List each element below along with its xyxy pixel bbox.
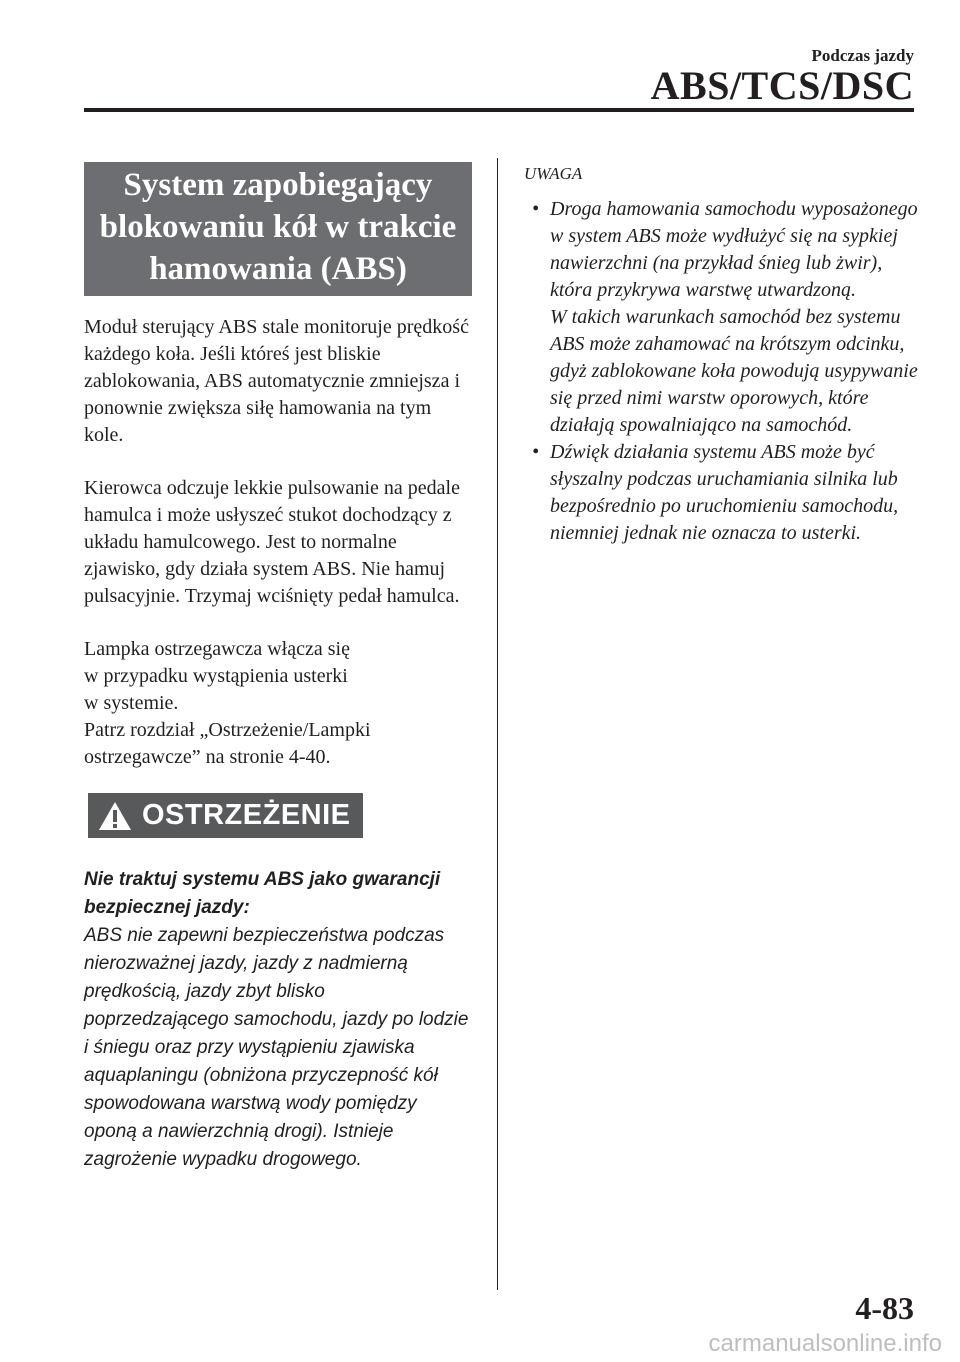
- header-rule: [84, 108, 914, 112]
- header-section-label: Podczas jazdy: [811, 46, 914, 65]
- note-item: [524, 439, 918, 547]
- warning-lamp-line-2: w przypadku wystąpienia usterki: [84, 665, 348, 687]
- note-text: Dźwięk działania systemu ABS może być słyszalny podczas uruchamiania silnika lub bezpośrednio po uruchomieniu samochodu, niemniej jednak nie oznacza to usterki.: [550, 441, 899, 544]
- note-label: UWAGA: [524, 164, 583, 183]
- section-title: System zapobiegający blokowaniu kół w trakcie hamowania (ABS): [84, 162, 472, 296]
- left-column: [84, 162, 472, 1174]
- warning-heading: Nie traktuj systemu ABS jako gwarancji bezpiecznej jazdy:: [84, 869, 441, 918]
- bullet-icon: •: [532, 441, 540, 463]
- note-item: [524, 196, 918, 439]
- warning-lamp-line-3: w systemie.: [84, 692, 179, 714]
- paragraph-pulsation: Kierowca odczuje lekkie pulsowanie na pedale hamulca i może usłyszeć stukot dochodzący z układu hamulcowego. Jest to normalne zjawisko, gdy działa system ABS. Nie hamuj pulsacyjnie. Trzymaj wciśnięty pedał hamulca.: [84, 477, 460, 607]
- paragraph-abs-monitoring: Moduł sterujący ABS stale monitoruje prędkość każdego koła. Jeśli któreś jest bliskie zablokowania, ABS automatycznie zmniejsza i ponownie zwiększa siłę hamowania na tym kole.: [84, 316, 469, 446]
- bullet-icon: •: [532, 198, 540, 220]
- warning-label: OSTRZEŻENIE: [142, 799, 351, 831]
- warning-lamp-line-1: Lampka ostrzegawcza włącza się: [84, 638, 350, 660]
- note-list: [524, 196, 918, 547]
- warning-triangle-icon: [98, 801, 132, 831]
- paragraph-warning-lamp: [84, 636, 472, 771]
- note-text-continued: W takich warunkach samochód bez systemu ABS może zahamować na krótszym odcinku, gdyż zablokowane koła powodują usypywanie się przed nimi warstw oporowych, które działają spowalniająco na samochód.: [550, 306, 918, 436]
- note-text: Droga hamowania samochodu wyposażonego w system ABS może wydłużyć się na sypkiej nawierzchni (na przykład śnieg lub żwir), która przykrywa warstwę utwardzoną.: [550, 198, 918, 301]
- warning-banner: [88, 793, 363, 838]
- page-number: 4-83: [855, 1290, 914, 1326]
- header-title: ABS/TCS/DSC: [650, 63, 914, 108]
- warning-body: ABS nie zapewni bezpieczeństwa podczas nierozważnej jazdy, jazdy z nadmierną prędkością, jazdy zbyt blisko poprzedzającego samochodu, jazdy po lodzie i śniegu oraz przy wystąpieniu zjawiska aquaplaningu (obniżona przyczepność kół spowodowana warstwą wody pomiędzy oponą a nawierzchnią drogi). Istnieje zagrożenie wypadku drogowego.: [84, 925, 469, 1170]
- warning-lamp-reference: Patrz rozdział „Ostrzeżenie/Lampki ostrzegawcze” na stronie 4-40.: [84, 719, 371, 768]
- column-divider: [497, 158, 498, 1290]
- watermark: carmanualsonline.info: [708, 1330, 942, 1357]
- right-column: [524, 162, 918, 547]
